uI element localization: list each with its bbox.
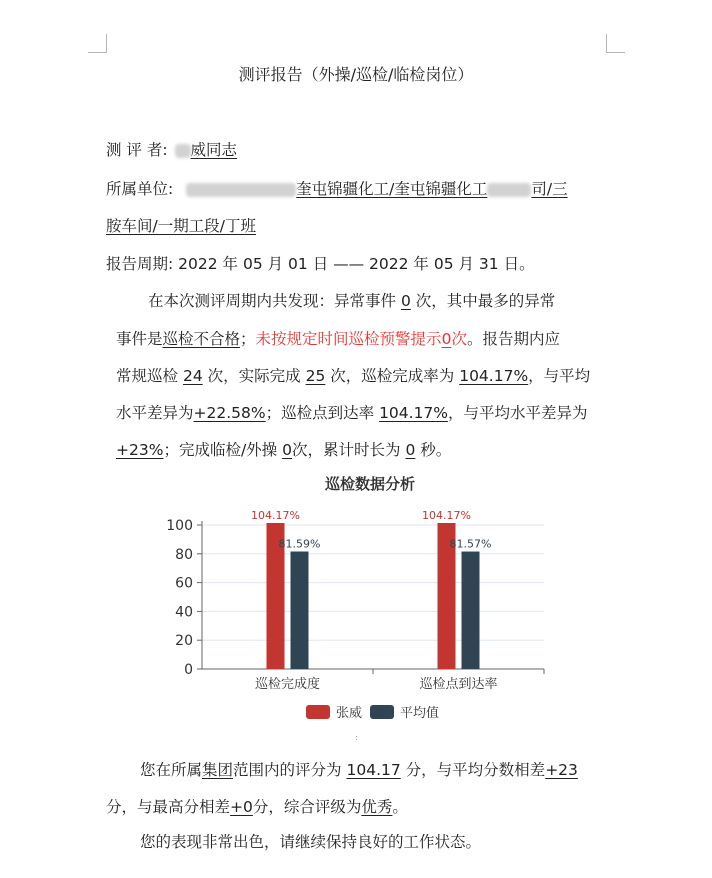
bar-value-label: 81.59% [278, 537, 321, 551]
summary-text: ；巡检点到达率 [265, 404, 375, 422]
arrival-diff: +23% [116, 441, 164, 459]
summary-line-4 [116, 401, 588, 423]
legend-label: 平均值 [400, 706, 440, 721]
y-tick-label: 60 [175, 575, 193, 592]
summary-text: 水平差异为 [116, 404, 194, 422]
summary-line-5 [116, 438, 451, 460]
summary-text: 常规巡检 [116, 367, 179, 385]
bar-value-label: 81.57% [449, 537, 492, 551]
unit-part-b: 司/三 [531, 180, 568, 198]
legend-swatch [306, 705, 330, 719]
redacted-unit-2 [487, 183, 531, 197]
x-tick-label: 巡检点到达率 [419, 677, 498, 692]
summary-text: 次，巡检完成率为 [330, 367, 455, 385]
temp-count: 0 [282, 441, 292, 459]
chart-title: 巡检数据分析 [324, 475, 416, 493]
summary-line-2 [116, 327, 560, 349]
avg-diff: +23 [545, 761, 578, 779]
max-diff: +0 [230, 798, 253, 816]
warning-text: 次 [451, 330, 467, 348]
y-tick-label: 20 [175, 633, 193, 650]
planned-count: 24 [182, 367, 203, 385]
most-event: 巡检不合格 [162, 330, 241, 348]
summary-line-1 [148, 289, 555, 311]
y-tick-label: 100 [166, 518, 193, 534]
legend-label: 张威 [336, 706, 363, 721]
footer-text: 分，综合评级为 [252, 798, 362, 816]
y-tick-label: 40 [175, 604, 193, 621]
legend-swatch [370, 705, 394, 719]
crop-mark-top-right [606, 34, 625, 53]
rating: 优秀 [361, 798, 393, 816]
unit-label: 所属单位: [106, 180, 174, 198]
bar-value-label: 104.17% [251, 509, 300, 522]
completion-diff: +22.58% [193, 404, 266, 422]
group-scope: 集团 [202, 761, 234, 779]
redacted-unit-1 [186, 183, 296, 197]
chart-svg [150, 468, 570, 732]
footer-text: 。 [392, 798, 408, 816]
summary-text: ；完成临检/外操 [163, 441, 278, 459]
unit-line2: 胺车间/一期工段/丁班 [106, 217, 256, 235]
score-line-2 [106, 795, 408, 817]
inspection-chart [150, 468, 570, 732]
warning-text: 未按规定时间巡检预警提示 [255, 330, 442, 348]
completion-rate: 104.17% [459, 367, 529, 385]
arrival-rate: 104.17% [379, 404, 449, 422]
warning-count: 0 [441, 330, 452, 348]
x-tick-label: 巡检完成度 [254, 677, 321, 692]
score-line-1 [140, 758, 578, 780]
summary-text: 。报告期内应 [466, 330, 560, 348]
evaluator-name: 威同志 [190, 141, 238, 159]
period-label: 报告周期: [106, 255, 174, 273]
period-line [106, 252, 535, 274]
report-title: 测评报告（外操/巡检/临检岗位） [238, 65, 474, 84]
y-tick-label: 80 [175, 546, 193, 563]
footer-text: 分，与最高分相差 [106, 798, 231, 816]
summary-text: 次，其中最多的异常 [415, 292, 556, 310]
summary-text: 在本次测评周期内共发现：异常事件 [148, 292, 397, 310]
y-tick-label: 0 [184, 662, 193, 678]
bar-value-label: 104.17% [422, 509, 471, 522]
unit-part-a: 奎屯锦疆化工/奎屯锦疆化工 [296, 180, 488, 198]
summary-text: 次，累计时长为 [292, 441, 401, 459]
bar [291, 552, 309, 669]
footer-text: 分，与平均分数相差 [405, 761, 546, 779]
summary-text: 秒。 [420, 441, 452, 459]
summary-text: ，与平均水平差异为 [448, 404, 588, 422]
summary-text: 次，实际完成 [207, 367, 301, 385]
unit-line-2 [106, 214, 256, 236]
redacted-name [175, 144, 191, 158]
summary-text: 事件是 [116, 330, 163, 348]
summary-text: ，与平均 [528, 367, 591, 385]
summary-text: ； [240, 330, 256, 348]
crop-mark-top-left [88, 34, 107, 53]
bar [462, 552, 480, 669]
completed-count: 25 [305, 367, 326, 385]
small-mark: : [355, 733, 358, 742]
unit-line [106, 177, 568, 199]
evaluator-label: 测 评 者: [106, 141, 168, 159]
summary-line-3 [116, 364, 590, 386]
evaluator-line [106, 138, 237, 160]
abnormal-count: 0 [400, 292, 411, 310]
closing-line: 您的表现非常出色，请继续保持良好的工作状态。 [140, 833, 482, 851]
duration: 0 [405, 441, 416, 459]
footer-text: 您在所属 [140, 761, 203, 779]
footer-text: 范围内的评分为 [233, 761, 342, 779]
score-value: 104.17 [346, 761, 401, 779]
period-value: 2022 年 05 月 01 日 —— 2022 年 05 月 31 日。 [178, 255, 535, 273]
